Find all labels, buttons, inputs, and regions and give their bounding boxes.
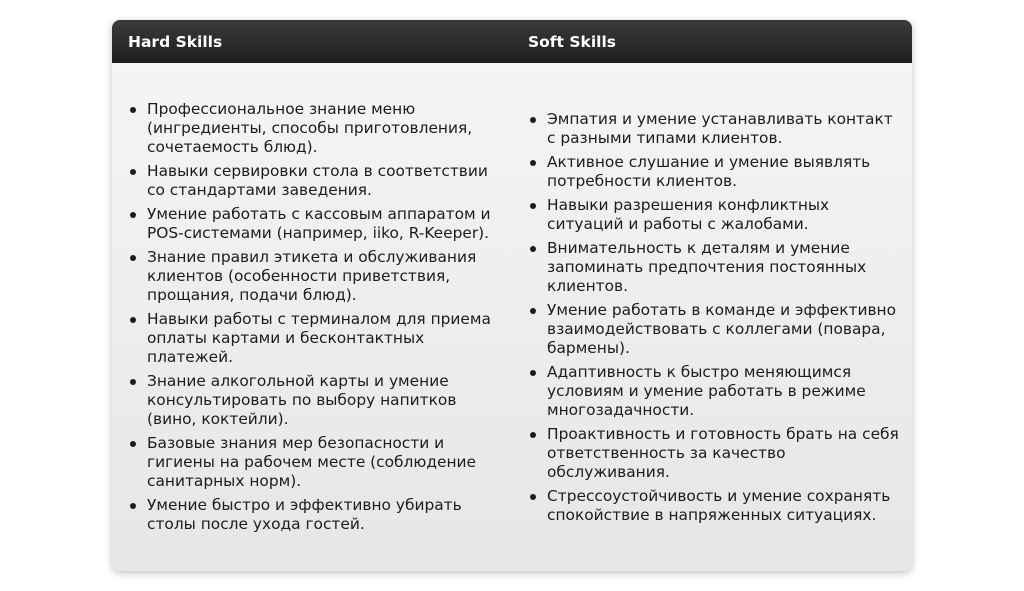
hard-skill-item: Базовые знания мер безопасности и гигиены на рабочем месте (соблюдение санитарных норм).: [128, 434, 504, 491]
hard-skill-item: Умение работать с кассовым аппаратом и POS-системами (например, iiko, R-Keeper).: [128, 205, 504, 243]
hard-skill-item: Знание алкогольной карты и умение консультировать по выбору напитков (вино, коктейли).: [128, 372, 504, 429]
hard-skill-item: Умение быстро и эффективно убирать столы после ухода гостей.: [128, 496, 504, 534]
hard-skills-list: [128, 100, 504, 534]
soft-skills-column: [512, 63, 912, 571]
soft-skills-heading: Soft Skills: [528, 32, 616, 51]
soft-skill-item: Внимательность к деталям и умение запоминать предпочтения постоянных клиентов.: [528, 239, 904, 296]
soft-skill-item: Умение работать в команде и эффективно взаимодействовать с коллегами (повара, бармены).: [528, 301, 904, 358]
soft-skill-item: Адаптивность к быстро меняющимся условиям и умение работать в режиме многозадачности.: [528, 363, 904, 420]
soft-skill-item: Стрессоустойчивость и умение сохранять спокойствие в напряженных ситуациях.: [528, 487, 904, 525]
skills-table: [112, 20, 912, 571]
soft-skill-item: Активное слушание и умение выявлять потребности клиентов.: [528, 153, 904, 191]
soft-skills-list: [528, 110, 904, 525]
hard-skill-item: Знание правил этикета и обслуживания клиентов (особенности приветствия, прощания, подачи блюд).: [128, 248, 504, 305]
hard-skill-item: Профессиональное знание меню (ингредиенты, способы приготовления, сочетаемость блюд).: [128, 100, 504, 157]
hard-skills-column: [112, 63, 512, 571]
table-body: [112, 63, 912, 571]
soft-skill-item: Эмпатия и умение устанавливать контакт с разными типами клиентов.: [528, 110, 904, 148]
hard-skill-item: Навыки работы с терминалом для приема оплаты картами и бесконтактных платежей.: [128, 310, 504, 367]
hard-skills-heading: Hard Skills: [128, 32, 223, 51]
soft-skill-item: Навыки разрешения конфликтных ситуаций и работы с жалобами.: [528, 196, 904, 234]
hard-skill-item: Навыки сервировки стола в соответствии со стандартами заведения.: [128, 162, 504, 200]
table-header: [112, 20, 912, 63]
soft-skill-item: Проактивность и готовность брать на себя ответственность за качество обслуживания.: [528, 425, 904, 482]
